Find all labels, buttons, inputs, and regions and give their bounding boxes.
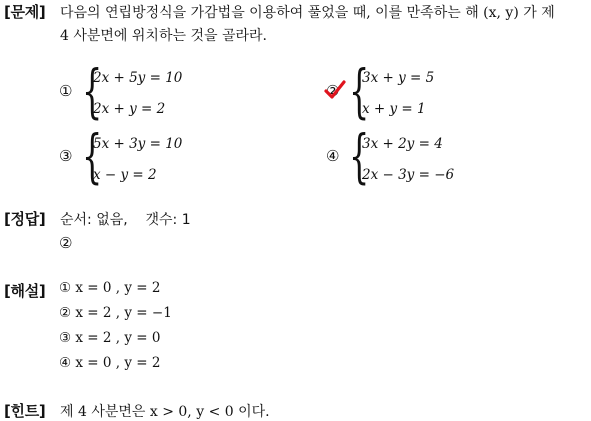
option-equation-1: 2x + 5y = 10 [93,70,183,86]
problem-line-1: 다음의 연립방정식을 가감법을 이용하여 풀었을 때, 이를 만족하는 해 (x, y) 가 제 [60,5,555,21]
explanation-line-4: ④ x = 0 , y = 2 [59,355,161,371]
check-mark-icon [324,80,346,100]
option-equation-2: 2x − 3y = −6 [362,167,455,183]
explanation-line-1: ① x = 0 , y = 2 [59,280,161,296]
left-brace: { [349,57,370,125]
option-number: ④ [326,147,340,165]
option-number: ③ [59,147,73,165]
option-equation-1: 3x + 2y = 4 [362,136,443,152]
explanation-line-2: ② x = 2 , y = −1 [59,305,172,321]
answer-value: ② [59,234,73,252]
option-number: ① [59,82,73,100]
option-number: ② [326,82,340,100]
option-equation-2: x − y = 2 [93,167,157,183]
problem-line-2: 4 사분면에 위치하는 것을 골라라. [60,28,267,44]
option-equation-1: 5x + 3y = 10 [93,136,183,152]
option-equation-2: 2x + y = 2 [93,101,166,117]
option-equation-2: x + y = 1 [362,101,426,117]
answer-meta: 순서: 없음, 갯수: 1 [60,212,191,228]
left-brace: { [82,57,103,125]
left-brace: { [82,122,103,190]
option-equation-1: 3x + y = 5 [362,70,435,86]
explanation-line-3: ③ x = 2 , y = 0 [59,330,161,346]
problem-tag: [문제] [4,3,46,21]
hint-tag: [힌트] [4,402,46,420]
explanation-tag: [해설] [4,282,46,300]
hint-text: 제 4 사분면은 x > 0, y < 0 이다. [60,404,270,420]
answer-tag: [정답] [4,210,46,228]
left-brace: { [349,122,370,190]
